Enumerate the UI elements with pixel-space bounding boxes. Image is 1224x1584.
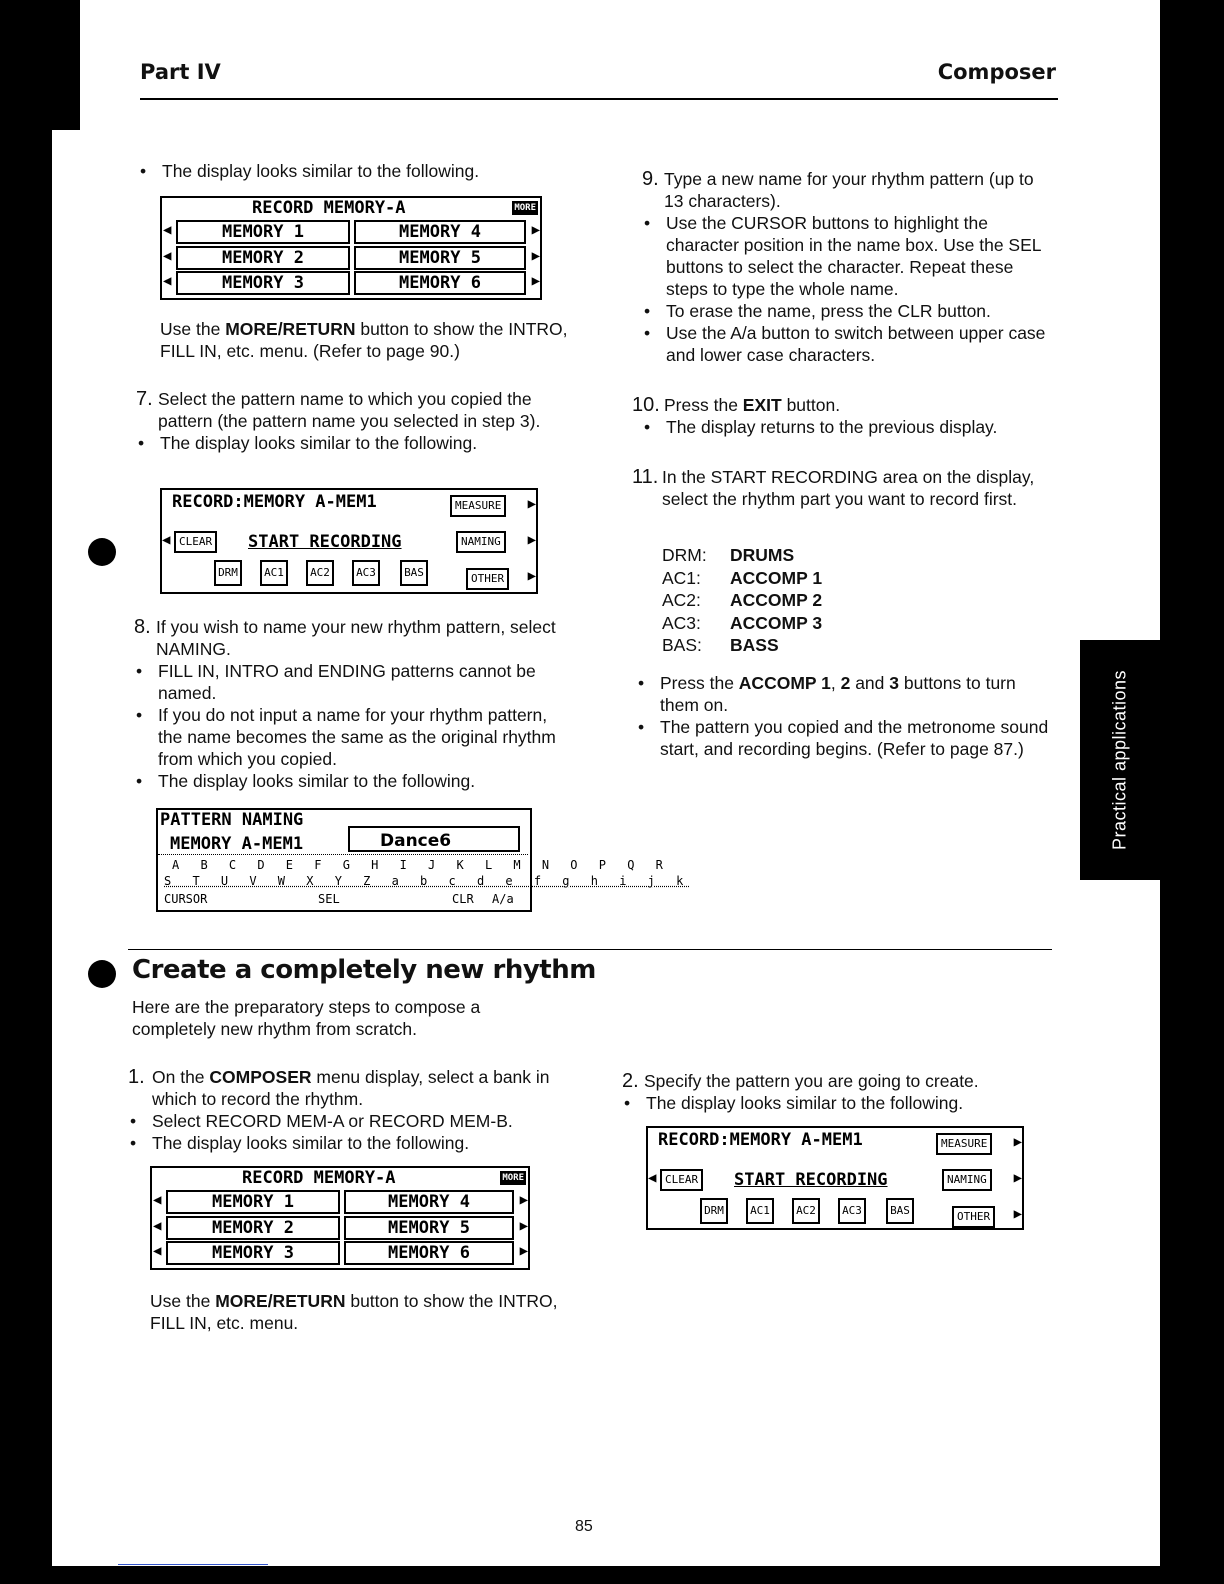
bullet: • FILL IN, INTRO and ENDING patterns cannot be named. [134,660,566,704]
def-key: AC3: [662,612,701,633]
left-arrow-icon: ◀ [153,1218,162,1234]
lcd-title: PATTERN NAMING [160,810,304,830]
step-2 [622,1070,1052,1114]
accomp-bullets [636,672,1056,760]
text: and [850,673,890,693]
part-ac2[interactable]: AC2 [792,1198,820,1224]
left-arrow-icon: ◀ [153,1243,162,1259]
part-ac1[interactable]: AC1 [260,560,288,586]
left-arrow-icon: ◀ [163,222,172,238]
clear-button[interactable]: CLEAR [174,531,217,553]
step-11 [632,466,1056,510]
text: , [830,673,841,693]
text: button. [781,395,841,415]
header-chapter: Composer [937,60,1056,84]
step-8 [134,616,566,792]
lcd-title: RECORD MEMORY-A [252,198,406,218]
start-recording-label: START RECORDING [248,532,402,552]
lcd-record-memory [160,196,542,300]
memory-cell[interactable]: MEMORY 6 [354,271,526,295]
right-arrow-icon: ▶ [519,1243,528,1259]
measure-button[interactable]: MEASURE [450,495,506,517]
page-edge-bottom [0,1566,1224,1584]
text: Press the [664,395,743,415]
right-arrow-icon: ▶ [1013,1134,1022,1150]
bullet: • If you do not input a name for your rhythm pattern, the name becomes the same as the original rhythm from which you copied. [134,704,566,770]
def-value: ACCOMP 3 [730,612,823,633]
right-arrow-icon: ▶ [1013,1206,1022,1222]
def-key: BAS: [662,635,702,655]
bullet: • The display looks similar to the following. [136,432,566,454]
bullet: • Use the A/a button to switch between upper case and lower case characters. [642,322,1056,366]
step-text: In the START RECORDING area on the display, select the rhythm part you want to record first. [662,467,1035,509]
naming-button[interactable]: NAMING [456,531,506,553]
section-title: Create a completely new rhythm [132,955,596,985]
clr-label[interactable]: CLR [452,892,474,906]
lcd-title: RECORD MEMORY-A [242,1168,396,1188]
memory-cell[interactable]: MEMORY 4 [344,1190,514,1214]
def-value: BASS [730,635,779,655]
left-arrow-icon: ◀ [648,1170,657,1186]
memory-cell[interactable]: MEMORY 6 [344,1241,514,1265]
more-icon: MORE [514,203,536,213]
divider [158,854,528,855]
bullet: • Select RECORD MEM-A or RECORD MEM-B. [128,1110,560,1132]
step-text: Specify the pattern you are going to create. [644,1071,979,1091]
part-bas[interactable]: BAS [886,1198,914,1224]
side-tab-label: Practical applications [1109,669,1130,851]
lcd-record-memory-2 [150,1166,530,1270]
def-key: DRM: [662,545,707,565]
section-rule [128,949,1052,950]
bullet: • To erase the name, press the CLR button. [642,300,1056,322]
left-column [138,160,568,182]
binding-hole-mark [88,538,116,566]
right-arrow-icon: ▶ [527,496,536,512]
step-7 [136,388,566,454]
left-arrow-icon: ◀ [163,248,172,264]
scan-line [118,1564,268,1565]
text: Use the [150,1291,216,1311]
text: Press the [660,673,739,693]
right-arrow-icon: ▶ [519,1192,528,1208]
memory-cell[interactable]: MEMORY 5 [354,246,526,270]
memory-cell[interactable]: MEMORY 5 [344,1216,514,1240]
bullet: • The display looks similar to the following. [134,770,566,792]
page-edge-left [0,0,52,1584]
section-intro: Here are the preparatory steps to compose a completely new rhythm from scratch. [132,997,481,1039]
text: button to show the INTRO, FILL IN, etc. menu. [150,1291,558,1333]
step-text: Type a new name for your rhythm pattern (up to 13 characters). [664,169,1034,211]
part-definitions [662,544,962,657]
bullet: • The display looks similar to the following. [622,1092,1052,1114]
memory-label: MEMORY A-MEM1 [170,834,304,854]
step-text: If you wish to name your new rhythm pattern, select NAMING. [156,617,556,659]
other-button[interactable]: OTHER [466,568,509,590]
memory-cell[interactable]: MEMORY 1 [166,1190,340,1214]
more-return-label: MORE/RETURN [215,1291,346,1311]
part-ac3[interactable]: AC3 [352,560,380,586]
header-rule [140,98,1058,100]
side-tab[interactable] [1080,640,1160,880]
text: buttons to turn them on. [660,673,1016,715]
def-key: AC2: [662,590,701,610]
page-edge-right [1160,0,1224,1584]
def-value: ACCOMP 2 [730,590,823,610]
memory-cell[interactable]: MEMORY 1 [176,220,350,244]
bullet-display-intro: • The display looks similar to the following. [138,160,568,182]
start-recording-label: START RECORDING [734,1170,888,1190]
right-arrow-icon: ▶ [519,1218,528,1234]
name-field[interactable]: Dance6 [348,826,520,852]
lcd-pattern-naming [156,808,691,912]
more-icon: MORE [502,1173,524,1183]
def-value: DRUMS [730,545,795,565]
lcd-record-start [160,488,538,594]
more-note [160,318,570,362]
naming-button[interactable]: NAMING [942,1169,992,1191]
page-number: 85 [575,1518,593,1535]
left-arrow-icon: ◀ [163,273,172,289]
text: On the [152,1067,210,1087]
left-arrow-icon: ◀ [162,532,171,548]
part-bas[interactable]: BAS [400,560,428,586]
step-number: 7. [136,388,153,410]
part-drm[interactable]: DRM [700,1198,728,1224]
memory-cell[interactable]: MEMORY 3 [176,271,350,295]
part-ac1[interactable]: AC1 [746,1198,774,1224]
part-drm[interactable]: DRM [214,560,242,586]
right-arrow-icon: ▶ [527,532,536,548]
lcd-title: RECORD:MEMORY A-MEM1 [172,492,377,512]
step-number: 9. [642,168,659,190]
step-number: 8. [134,616,151,638]
def-key: AC1: [662,567,701,588]
text: menu display, select a bank in which to record the rhythm. [152,1067,550,1109]
more-note-2 [150,1290,560,1334]
right-column [642,168,1056,366]
right-arrow-icon: ▶ [531,222,540,238]
bold-text: ACCOMP 1 [738,673,831,693]
right-arrow-icon: ▶ [531,273,540,289]
memory-cell[interactable]: MEMORY 4 [354,220,526,244]
memory-cell[interactable]: MEMORY 2 [166,1216,340,1240]
composer-label: COMPOSER [209,1067,312,1087]
lcd-title: RECORD:MEMORY A-MEM1 [658,1130,863,1150]
step-1 [128,1066,560,1154]
right-arrow-icon: ▶ [1013,1170,1022,1186]
bullet: • The display returns to the previous display. [642,416,1056,438]
memory-cell[interactable]: MEMORY 2 [176,246,350,270]
measure-button[interactable]: MEASURE [936,1133,992,1155]
def-value: ACCOMP 1 [730,567,823,588]
part-ac2[interactable]: AC2 [306,560,334,586]
clear-button[interactable]: CLEAR [660,1169,703,1191]
text: button to show the INTRO, FILL IN, etc. menu. (Refer to page 90.) [160,319,568,361]
step-number: 10. [632,394,660,416]
part-ac3[interactable]: AC3 [838,1198,866,1224]
header-part: Part IV [140,60,221,84]
cursor-label[interactable]: CURSOR [164,892,208,906]
page-edge-notch [52,0,80,130]
bold-text: 2 [840,673,851,693]
case-label[interactable]: A/a [492,892,514,906]
step-number: 1. [128,1066,145,1088]
sel-label[interactable]: SEL [318,892,340,906]
memory-cell[interactable]: MEMORY 3 [166,1241,340,1265]
text: Use the [160,319,226,339]
section-bullet-mark [88,960,116,988]
left-arrow-icon: ◀ [153,1192,162,1208]
lcd-record-start-2 [646,1126,1024,1230]
bullet: • The pattern you copied and the metronome sound start, and recording begins. (Refer to page 87.) [636,716,1056,760]
right-arrow-icon: ▶ [527,568,536,584]
step-text: Select the pattern name to which you copied the pattern (the pattern name you selected in step 3). [158,389,541,431]
right-arrow-icon: ▶ [531,248,540,264]
bullet: • The display looks similar to the following. [128,1132,560,1154]
char-row-2[interactable]: S T U V W X Y Z a b c d e f g h i j k [164,874,691,888]
char-row-1[interactable]: A B C D E F G H I J K L M N O P Q R [172,858,670,872]
more-return-label: MORE/RETURN [225,319,356,339]
exit-label: EXIT [742,395,782,415]
step-number: 2. [622,1070,639,1092]
other-button[interactable]: OTHER [952,1206,995,1228]
step-10 [632,394,1056,438]
bold-text: 3 [889,673,899,693]
bullet: • Use the CURSOR buttons to highlight the character position in the name box. Use the SEL buttons to select the character. Repeat these steps to type the whole name. [642,212,1056,300]
step-number: 11. [632,466,659,488]
